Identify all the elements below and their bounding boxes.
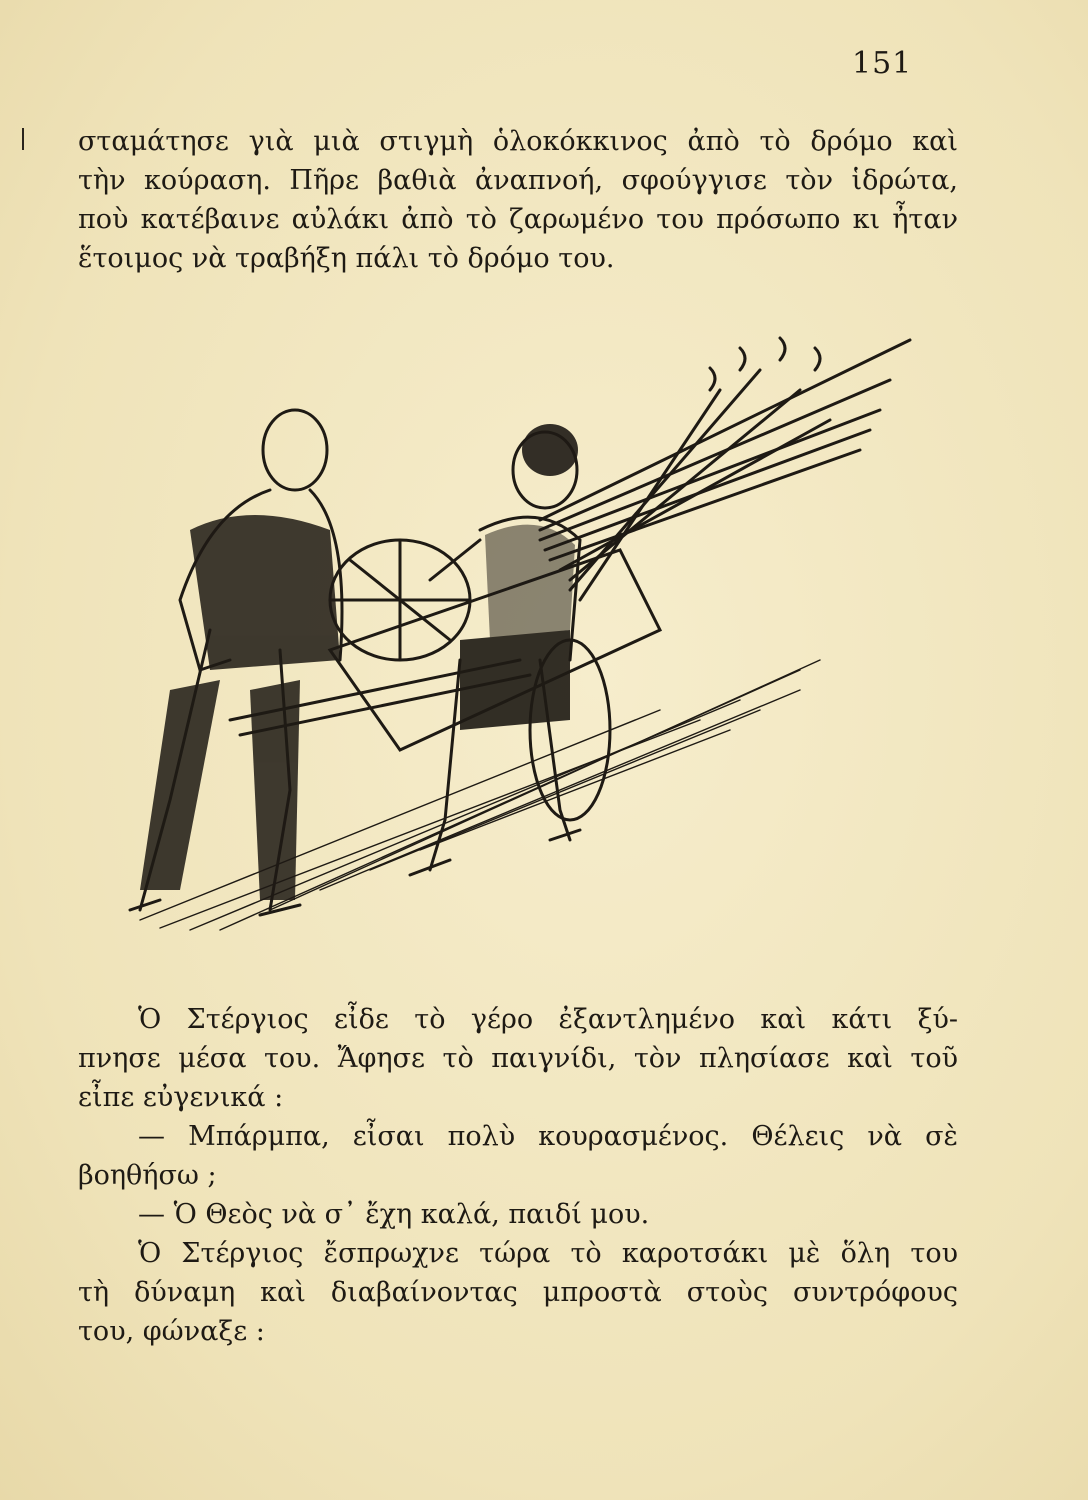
- paragraph-top: [78, 122, 958, 278]
- text-line: εἶπε εὐγενικά :: [78, 1082, 284, 1113]
- dialogue-line: — Μπάρμπα, εἶσαι πολὺ κουρασμένος. Θέλεις νὰ σὲ: [138, 1121, 958, 1152]
- text-line: βοηθήσω ;: [78, 1160, 217, 1191]
- text-line: τὴν κούραση. Πῆρε βαθιὰ ἀναπνοή, σφούγγισε τὸν ἱδρώτα,: [78, 165, 958, 196]
- text-line: Ὁ Στέργιος εἶδε τὸ γέρο ἐξαντλημένο καὶ κάτι ξύ-: [138, 1004, 958, 1035]
- text-line: του, φώναξε :: [78, 1316, 265, 1347]
- sticks-bundle: [540, 338, 910, 600]
- margin-mark: [22, 128, 24, 150]
- text-line: τὴ δύναμη καὶ διαβαίνοντας μπροστὰ στοὺς συντρόφους: [78, 1277, 958, 1308]
- text-line: πνησε μέσα του. Ἄφησε τὸ παιγνίδι, τὸν πλησίασε καὶ τοῦ: [78, 1043, 958, 1074]
- text-line: Ὁ Στέργιος ἔσπρωχνε τώρα τὸ καροτσάκι μὲ ὅλη του: [138, 1238, 958, 1269]
- text-line: σταμάτησε γιὰ μιὰ στιγμὴ ὁλοκόκκινος ἀπὸ τὸ δρόμο καὶ: [78, 126, 958, 157]
- text-line: ἕτοιμος νὰ τραβήξη πάλι τὸ δρόμο του.: [78, 243, 615, 274]
- text-line: ποὺ κατέβαινε αὐλάκι ἀπὸ τὸ ζαρωμένο του πρόσωπο κι ἦταν: [78, 204, 958, 235]
- paragraph-bottom: [78, 1000, 958, 1351]
- page-number: 151: [852, 46, 913, 81]
- boys-pushing-cart-illustration: [100, 330, 930, 960]
- dialogue-line: — Ὁ Θεὸς νὰ σ᾿ ἔχη καλά, παιδί μου.: [138, 1199, 650, 1230]
